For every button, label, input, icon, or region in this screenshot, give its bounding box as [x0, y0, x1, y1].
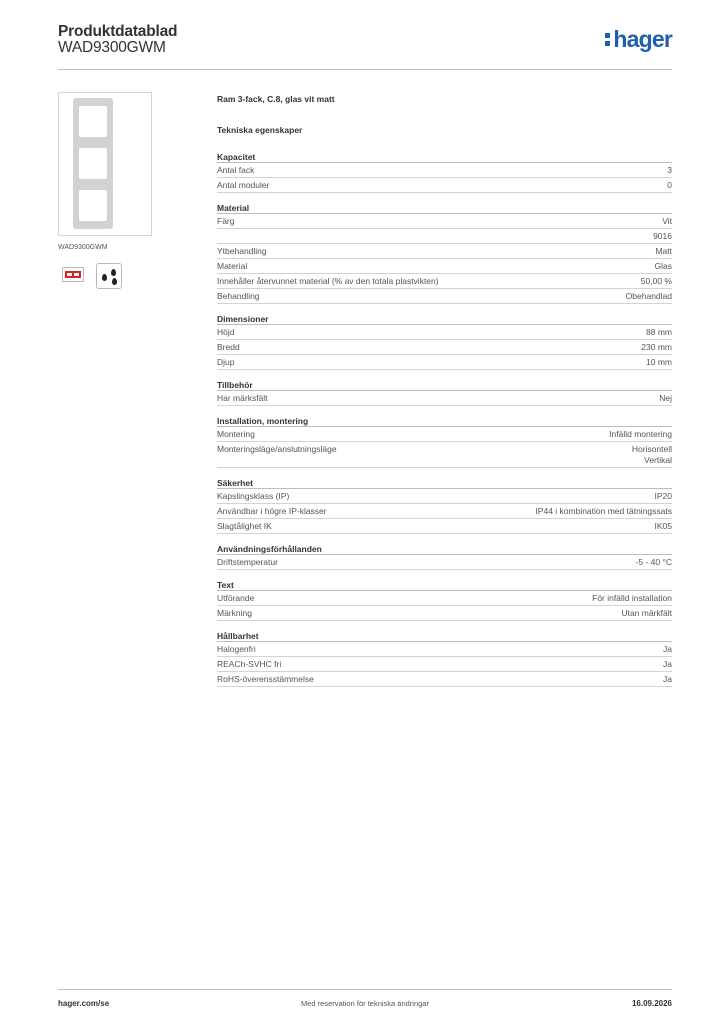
spec-value-line: För infälld installation — [592, 593, 672, 603]
product-image — [58, 92, 152, 236]
spec-value — [663, 659, 672, 670]
spec-row — [217, 642, 672, 657]
section-title: Kapacitet — [217, 152, 672, 163]
spec-row — [217, 442, 672, 468]
spec-label: Antal fack — [217, 165, 255, 175]
spec-value-line: 230 mm — [641, 342, 672, 352]
spec-label: Har märksfält — [217, 393, 268, 403]
spec-row — [217, 672, 672, 687]
spec-row — [217, 489, 672, 504]
frame-illustration — [73, 98, 113, 229]
spec-value — [653, 231, 672, 242]
spec-section — [217, 478, 672, 534]
spec-value-line: Vertikal — [644, 455, 672, 465]
spec-row — [217, 325, 672, 340]
spec-section — [217, 544, 672, 570]
spec-value — [667, 165, 672, 176]
spec-label: Användbar i högre IP-klasser — [217, 506, 327, 516]
footer-notice: Med reservation för tekniska ändringar — [301, 999, 429, 1008]
section-title: Säkerhet — [217, 478, 672, 489]
spec-value-line: Matt — [655, 246, 672, 256]
spec-value-line: Vit — [662, 216, 672, 226]
water-drops-icon — [96, 263, 122, 289]
spec-label: Monteringsläge/anslutningsläge — [217, 444, 337, 454]
spec-row — [217, 289, 672, 304]
spec-section — [217, 416, 672, 468]
spec-row — [217, 259, 672, 274]
spec-value — [641, 342, 672, 353]
spec-section — [217, 631, 672, 687]
spec-section — [217, 580, 672, 621]
spec-value-line: IK05 — [654, 521, 672, 531]
section-title: Dimensioner — [217, 314, 672, 325]
spec-value — [655, 521, 673, 532]
spec-value-line: 3 — [667, 165, 672, 175]
spec-row — [217, 657, 672, 672]
spec-row — [217, 163, 672, 178]
image-caption: WAD9300GWM — [58, 244, 108, 251]
spec-content — [217, 94, 672, 687]
spec-value-line: IP44 i kombination med tätningssats — [535, 506, 672, 516]
spec-label: Djup — [217, 357, 235, 367]
spec-label: Innehåller återvunnet material (% av den totala plastvikten) — [217, 276, 439, 286]
spec-value — [646, 357, 672, 368]
footer-website[interactable]: hager.com/se — [58, 999, 110, 1008]
section-title: Hållbarhet — [217, 631, 672, 642]
spec-label: REACh-SVHC fri — [217, 659, 282, 669]
spec-value — [641, 276, 672, 287]
spec-row — [217, 244, 672, 259]
spec-value — [609, 429, 672, 440]
tech-heading: Tekniska egenskaper — [217, 125, 303, 135]
spec-label: Bredd — [217, 342, 240, 352]
spec-value-line: Glas — [654, 261, 672, 271]
spec-value — [592, 593, 672, 604]
footer-date: 16.09.2026 — [631, 999, 672, 1008]
spec-value — [626, 291, 672, 302]
spec-value-line: Utan märkfält — [621, 608, 672, 618]
spec-row — [217, 340, 672, 355]
spec-row — [217, 391, 672, 406]
spec-value — [632, 444, 672, 466]
spec-row — [217, 274, 672, 289]
spec-row — [217, 519, 672, 534]
spec-label: Märkning — [217, 608, 252, 618]
spec-label: RoHS-överensstämmelse — [217, 674, 314, 684]
spec-label: Behandling — [217, 291, 260, 301]
spec-row — [217, 591, 672, 606]
frame-slot — [79, 190, 107, 221]
spec-row — [217, 606, 672, 621]
spec-row — [217, 555, 672, 570]
spec-value — [646, 327, 672, 338]
spec-label: Halogenfri — [217, 644, 256, 654]
spec-label: Kapslingsklass (IP) — [217, 491, 290, 501]
spec-label: Material — [217, 261, 248, 271]
spec-value-line: Horisontell — [631, 444, 672, 454]
spec-row — [217, 427, 672, 442]
spec-value-line: 10 mm — [646, 357, 672, 367]
spec-value-line: 50,00 % — [640, 276, 672, 286]
page-header — [58, 20, 672, 70]
spec-value — [655, 261, 672, 272]
section-title: Användningsförhållanden — [217, 544, 672, 555]
spec-value-line: Ja — [663, 644, 672, 654]
spec-value-line: Infälld montering — [609, 429, 672, 439]
spec-value — [535, 506, 672, 517]
spec-label: Höjd — [217, 327, 235, 337]
spec-label: Antal moduler — [217, 180, 270, 190]
spec-sections — [217, 152, 672, 687]
spec-value-line: IP20 — [654, 491, 672, 501]
page-footer — [58, 989, 672, 1019]
logo-text: hager — [613, 26, 672, 52]
spec-value-line: Ja — [663, 659, 672, 669]
spec-value-line: 0 — [667, 180, 672, 190]
spec-label: Driftstemperatur — [217, 557, 278, 567]
spec-value-line: 9016 — [653, 231, 672, 241]
hager-logo — [605, 26, 672, 53]
spec-value — [662, 216, 672, 227]
spec-value-line: Nej — [659, 393, 672, 403]
spec-section — [217, 152, 672, 193]
product-name: Ram 3-fack, C.8, glas vit matt — [217, 94, 335, 104]
document-title: Produktdatablad — [58, 23, 178, 40]
frame-slot — [79, 106, 107, 137]
spec-row — [217, 229, 672, 244]
spec-value-line: 88 mm — [646, 327, 672, 337]
document-subtitle: WAD9300GWM — [58, 39, 166, 56]
spec-value — [655, 491, 673, 502]
section-title: Tillbehör — [217, 380, 672, 391]
spec-label: Ytbehandling — [217, 246, 267, 256]
spec-value — [655, 246, 672, 257]
spec-section — [217, 380, 672, 406]
ip-rating-icon — [62, 267, 84, 282]
section-title: Text — [217, 580, 672, 591]
spec-section — [217, 203, 672, 304]
frame-slot — [79, 148, 107, 179]
spec-value — [621, 608, 672, 619]
logo-colon-icon — [605, 31, 610, 46]
spec-label: Slagtålighet IK — [217, 521, 272, 531]
spec-value — [659, 393, 672, 404]
spec-section — [217, 314, 672, 370]
spec-value-line: -5 - 40 °C — [635, 557, 672, 567]
spec-value — [636, 557, 672, 568]
spec-value — [663, 644, 672, 655]
spec-row — [217, 504, 672, 519]
spec-label: Färg — [217, 216, 235, 226]
spec-value — [667, 180, 672, 191]
spec-value-line: Obehandlad — [625, 291, 672, 301]
spec-label: Utförande — [217, 593, 255, 603]
section-title: Installation, montering — [217, 416, 672, 427]
spec-row — [217, 214, 672, 229]
spec-value — [663, 674, 672, 685]
spec-row — [217, 178, 672, 193]
spec-value-line: Ja — [663, 674, 672, 684]
section-title: Material — [217, 203, 672, 214]
spec-row — [217, 355, 672, 370]
spec-label: Montering — [217, 429, 255, 439]
